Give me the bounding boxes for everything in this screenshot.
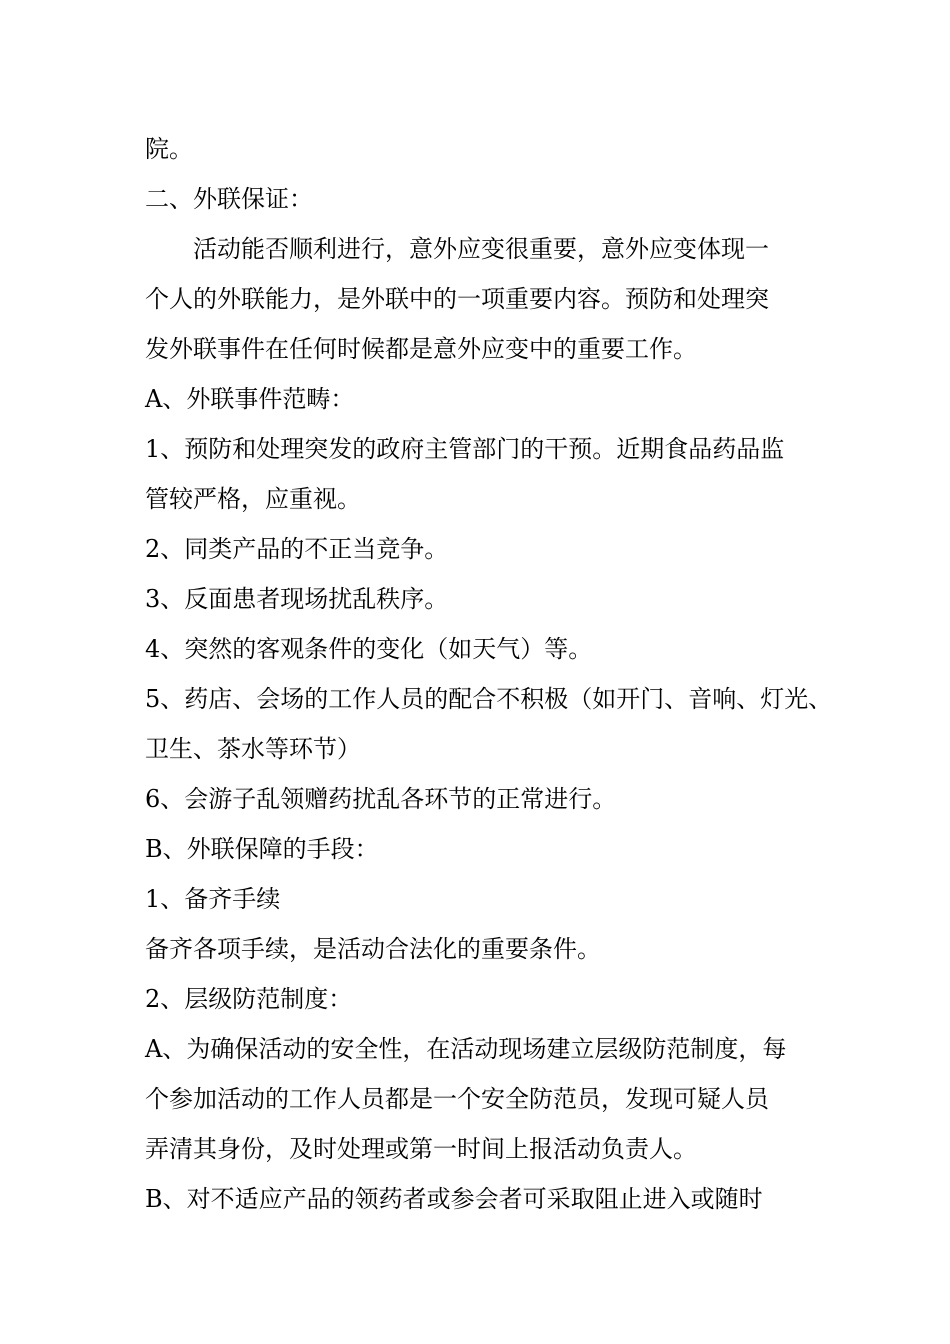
list-item: 1、备齐手续: [145, 885, 281, 913]
list-item: 2、层级防范制度：: [145, 985, 353, 1013]
paragraph-line: 备齐各项手续，是活动合法化的重要条件。: [145, 935, 601, 963]
list-item-continuation: 管较严格，应重视。: [145, 485, 361, 513]
list-item: 4、突然的客观条件的变化（如天气）等。: [145, 635, 593, 663]
list-item: 5、药店、会场的工作人员的配合不积极（如开门、音响、灯光、: [145, 685, 833, 713]
paragraph-line: 个人的外联能力，是外联中的一项重要内容。预防和处理突: [145, 285, 769, 313]
subsection-heading: A、外联事件范畴：: [145, 385, 355, 413]
list-item-continuation: 卫生、茶水等环节）: [145, 735, 361, 763]
list-item-continuation: 个参加活动的工作人员都是一个安全防范员，发现可疑人员: [145, 1085, 769, 1113]
list-item: 6、会游子乱领赠药扰乱各环节的正常进行。: [145, 785, 617, 813]
list-item: 3、反面患者现场扰乱秩序。: [145, 585, 449, 613]
text-line: 院。: [145, 135, 193, 163]
list-item: 2、同类产品的不正当竞争。: [145, 535, 449, 563]
subsection-heading: B、外联保障的手段：: [145, 835, 379, 863]
list-item-continuation: 弄清其身份，及时处理或第一时间上报活动负责人。: [145, 1135, 697, 1163]
document-body: [145, 124, 833, 1224]
paragraph-line: 活动能否顺利进行，意外应变很重要，意外应变体现一: [193, 235, 769, 263]
list-item: A、为确保活动的安全性，在活动现场建立层级防范制度，每: [145, 1035, 787, 1063]
list-item: 1、预防和处理突发的政府主管部门的干预。近期食品药品监: [145, 435, 785, 463]
section-heading: 二、外联保证：: [145, 185, 313, 213]
list-item: B、对不适应产品的领药者或参会者可采取阻止进入或随时: [145, 1185, 763, 1213]
paragraph-line: 发外联事件在任何时候都是意外应变中的重要工作。: [145, 335, 697, 363]
